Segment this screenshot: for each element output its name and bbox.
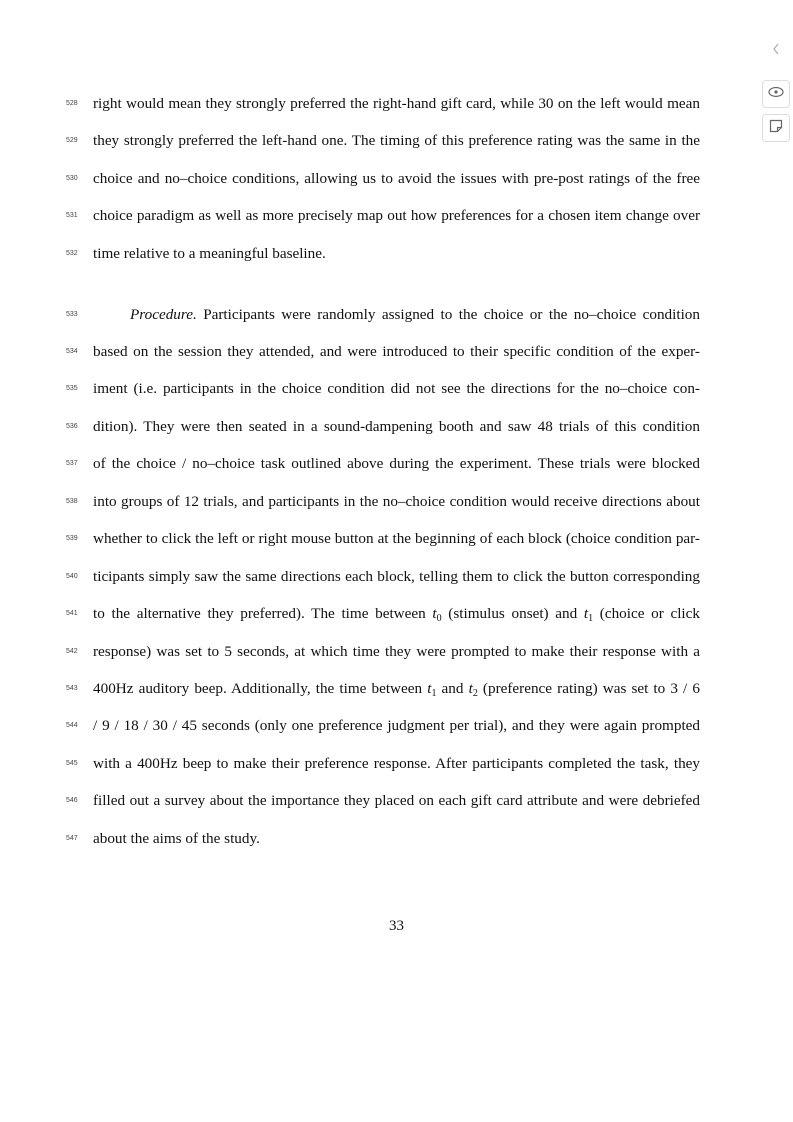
view-button[interactable]: [762, 80, 790, 108]
line-number: 529: [66, 137, 78, 144]
math-sub: 1: [588, 613, 594, 624]
text-line: [0, 716, 793, 736]
text-line: [0, 642, 793, 662]
line-number: 530: [66, 175, 78, 182]
note-button[interactable]: [762, 114, 790, 142]
line-text: time relative to a meaningful baseline.: [93, 245, 326, 262]
line-text: whether to click the left or right mouse button at the beginning of each block (choice condition par-: [93, 530, 700, 547]
line-text: [93, 604, 700, 624]
math-var: t: [583, 605, 589, 622]
line-text: response) was set to 5 seconds, at which time they were prompted to make their response with a: [93, 643, 700, 660]
line-text: into groups of 12 trials, and participants in the no–choice condition would receive directions about: [93, 493, 700, 510]
chevron-left-icon[interactable]: [771, 42, 783, 58]
line-text: based on the session they attended, and were introduced to their specific condition of the exper-: [93, 343, 700, 360]
math-var: t: [432, 605, 437, 622]
math-var: t: [427, 680, 432, 697]
line-number: 532: [66, 250, 78, 257]
line-text: they strongly preferred the left-hand one. The timing of this preference rating was the same in the: [93, 132, 700, 149]
text-line: [0, 206, 793, 226]
text-line: [0, 604, 793, 624]
line-text: iment (i.e. participants in the choice condition did not see the directions for the no–choice con-: [93, 380, 700, 397]
text-line: [0, 169, 793, 189]
math-var: t: [468, 680, 473, 697]
text-line: [0, 94, 793, 114]
math-sub: 1: [431, 688, 437, 699]
sticky-note-icon: [768, 118, 784, 139]
line-number: 538: [66, 498, 78, 505]
line-text: with a 400Hz beep to make their preference response. After participants completed the task, they: [93, 755, 700, 772]
math-t0: [432, 605, 441, 622]
text-line: [0, 529, 793, 549]
line-number: 533: [66, 311, 78, 318]
math-sub: 0: [436, 613, 442, 624]
text-run: (stimulus onset) and: [441, 605, 584, 622]
text-run: (preference rating) was set to 3 / 6: [477, 680, 700, 697]
line-number: 542: [66, 648, 78, 655]
line-text: [93, 679, 700, 699]
line-text: right would mean they strongly preferred the right-hand gift card, while 30 on the left would mean: [93, 95, 700, 112]
line-text-body: Participants were randomly assigned to the choice or the no–choice condition: [196, 306, 700, 323]
page-number: 33: [389, 918, 404, 934]
line-number: 547: [66, 835, 78, 842]
line-number: 528: [66, 100, 78, 107]
line-number: 540: [66, 573, 78, 580]
line-number: 537: [66, 460, 78, 467]
text-run: to the alternative they preferred). The time between: [93, 605, 433, 622]
line-number: 539: [66, 535, 78, 542]
line-number: 541: [66, 610, 78, 617]
line-number: 531: [66, 212, 78, 219]
text-line: [0, 305, 793, 325]
text-line: [0, 342, 793, 362]
line-text: dition). They were then seated in a sound-dampening booth and saw 48 trials of this condition: [93, 418, 700, 435]
math-t2: [469, 680, 478, 697]
text-line: [0, 454, 793, 474]
line-text: of the choice / no–choice task outlined above during the experiment. These trials were blocked: [93, 455, 700, 472]
line-text: choice paradigm as well as more precisely map out how preferences for a chosen item change over: [93, 207, 700, 224]
line-text: / 9 / 18 / 30 / 45 seconds (only one preference judgment per trial), and they were again prompted: [93, 717, 700, 734]
line-text: [130, 305, 700, 325]
line-text: ticipants simply saw the same directions each block, telling them to click the button corresponding: [93, 568, 700, 585]
text-line: [0, 379, 793, 399]
line-number: 546: [66, 797, 78, 804]
text-run: 400Hz auditory beep. Additionally, the time between: [93, 680, 428, 697]
math-t1: [584, 605, 593, 622]
text-line: [0, 567, 793, 587]
text-line: [0, 829, 793, 849]
line-number: 534: [66, 348, 78, 355]
text-line: [0, 754, 793, 774]
line-number: 536: [66, 423, 78, 430]
text-run: (choice or click: [593, 605, 700, 622]
eye-icon: [767, 85, 785, 104]
line-text: filled out a survey about the importance they placed on each gift card attribute and were debriefed: [93, 792, 700, 809]
math-sub: 2: [472, 688, 478, 699]
line-number: 545: [66, 760, 78, 767]
line-text: choice and no–choice conditions, allowing us to avoid the issues with pre-post ratings of the free: [93, 170, 700, 187]
line-number: 543: [66, 685, 78, 692]
paragraph-heading: Procedure.: [130, 306, 197, 323]
line-number: 544: [66, 722, 78, 729]
text-line: [0, 244, 793, 264]
text-line: [0, 791, 793, 811]
line-number: 535: [66, 385, 78, 392]
text-line: [0, 492, 793, 512]
text-line: [0, 679, 793, 699]
text-line: [0, 417, 793, 437]
text-run: and: [436, 680, 469, 697]
line-text: about the aims of the study.: [93, 830, 260, 847]
text-line: [0, 131, 793, 151]
